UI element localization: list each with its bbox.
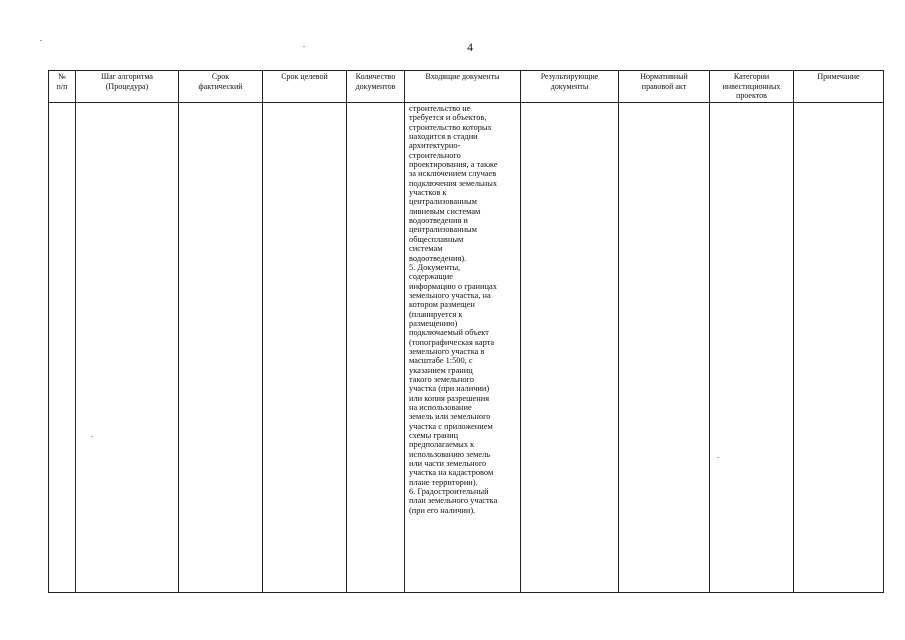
document-line: масштабе 1:500, с [409, 356, 473, 366]
header-note: Примечание [794, 71, 884, 103]
cell-incoming-documents [405, 103, 521, 593]
document-line: указанием границ [409, 365, 473, 375]
cell-number [49, 103, 76, 593]
document-line: размещению) [409, 318, 458, 328]
document-line: предполагаемых к [409, 440, 475, 450]
header-target-term: Срок целевой [263, 71, 347, 103]
document-line: строительство не [409, 104, 471, 113]
document-line: или копия разрешения [409, 393, 490, 403]
header-investment-categories: Категории инвестиционных проектов [710, 71, 794, 103]
cell-legal-act [619, 103, 710, 593]
document-line: на использование [409, 403, 472, 412]
document-line: централизованным [409, 197, 477, 207]
procedure-table [48, 70, 884, 593]
document-line: общесплавным [409, 234, 464, 244]
document-line: системам [409, 244, 443, 254]
document-line: 6. Градостроительный [409, 487, 489, 497]
document-line: (топографическая карта [409, 337, 495, 347]
document-line: плане территории). [409, 477, 478, 487]
document-line: участка на кадастровом [409, 468, 494, 478]
cell-target-term [263, 103, 347, 593]
document-line: требуется и объектов, [409, 113, 487, 123]
document-line: план земельного участка [409, 496, 498, 506]
document-line: или части земельного [409, 459, 487, 469]
document-line: проектирования, а также [409, 160, 498, 170]
header-resulting-documents: Результирующие документы [521, 71, 619, 103]
document-line: за исключением случаев [409, 169, 497, 179]
header-documents-count: Количество документов [347, 71, 405, 103]
document-line: подключения земельных [409, 178, 498, 188]
document-line: строительного [409, 150, 461, 160]
header-row [49, 71, 884, 103]
document-line: строительство которых [409, 122, 492, 132]
cell-note [794, 103, 884, 593]
header-actual-term: Срок фактический [179, 71, 263, 103]
page-number: 4 [467, 40, 473, 54]
cell-algorithm-step [76, 103, 179, 593]
header-incoming-documents: Входящие документы [405, 71, 521, 103]
document-line: содержащие [409, 272, 453, 282]
document-line: (планируется к [409, 309, 463, 319]
document-line: информацию о границах [409, 281, 497, 291]
header-number: № п/п [49, 71, 76, 103]
incoming-documents-text [405, 103, 520, 515]
document-line: использованию земель [409, 449, 491, 459]
document-line: земельного участка, на [409, 290, 491, 300]
scan-speck [40, 40, 42, 41]
document-line: земельного участка в [409, 346, 485, 356]
scan-speck [91, 436, 93, 437]
table-row [49, 103, 884, 593]
header-algorithm-step: Шаг алгоритма (Процедура) [76, 71, 179, 103]
document-line: водоотведения и [409, 216, 468, 226]
document-line: (при его наличии). [409, 505, 476, 515]
document-line: такого земельного [409, 374, 474, 384]
document-line: схемы границ [409, 431, 459, 441]
cell-documents-count [347, 103, 405, 593]
cell-resulting-documents [521, 103, 619, 593]
document-line: участка с приложением [409, 421, 493, 431]
document-line: участков к [409, 188, 447, 198]
document-line: находится в стадии [409, 132, 478, 142]
document-line: водоотведения). [409, 253, 467, 263]
document-line: котором размещен [409, 300, 475, 310]
cell-actual-term [179, 103, 263, 593]
document-line: ливневым системам [409, 206, 481, 216]
scan-speck [717, 457, 719, 458]
document-line: 5. Документы, [409, 262, 461, 272]
document-line: земель или земельного [409, 412, 491, 422]
document-line: архитектурно- [409, 141, 461, 151]
document-line: участка (при наличии) [409, 384, 490, 394]
header-legal-act: Нормативный правовой акт [619, 71, 710, 103]
scan-speck [303, 46, 305, 47]
cell-investment-categories [710, 103, 794, 593]
document-line: централизованным [409, 225, 477, 235]
document-line: подключаемый объект [409, 328, 489, 338]
